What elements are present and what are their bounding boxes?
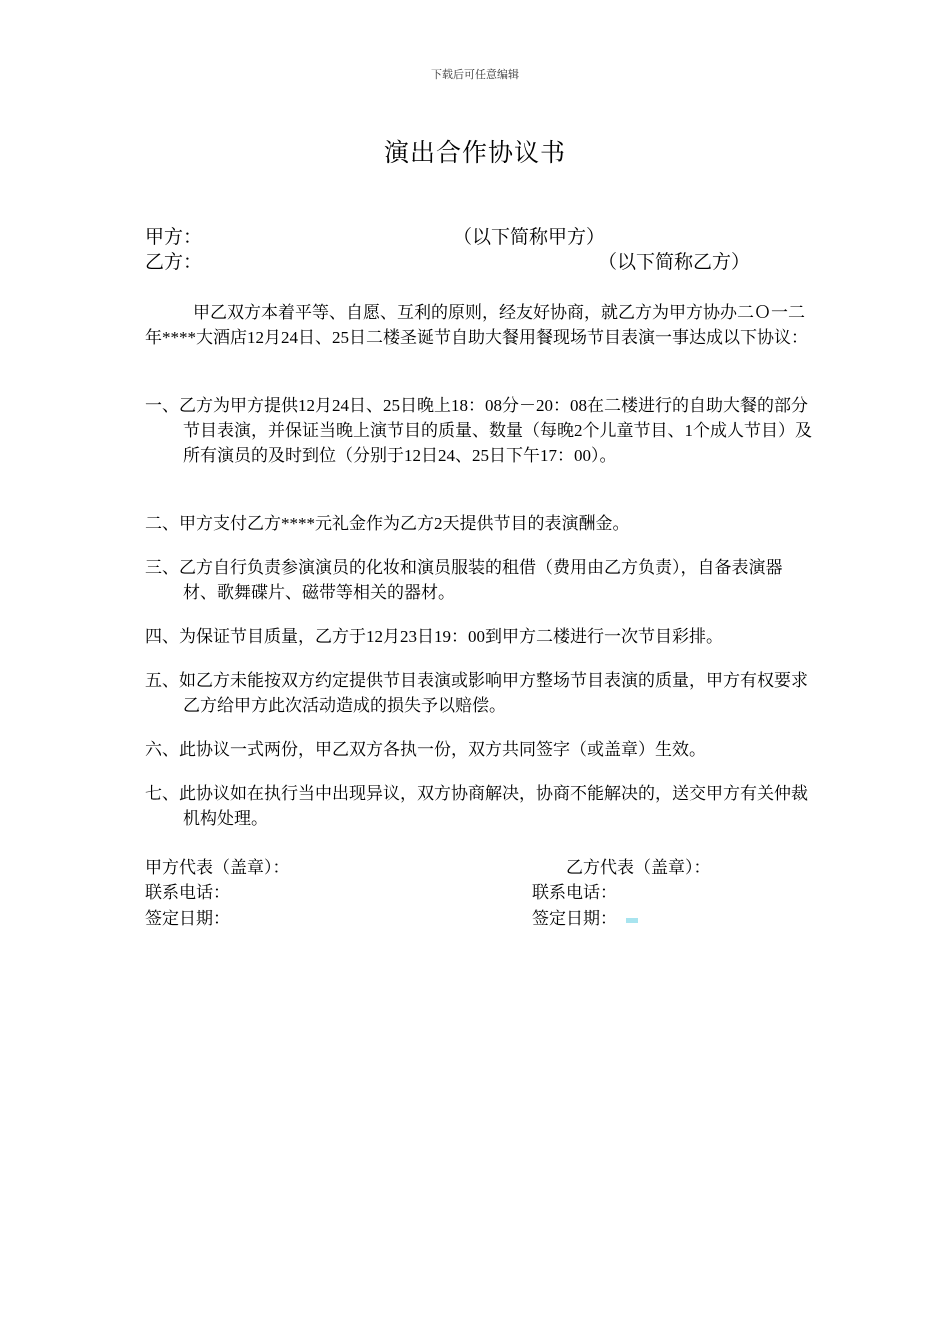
party-b-phone: 联系电话：: [532, 883, 617, 902]
party-b-note: （以下简称乙方）: [598, 251, 751, 273]
clause-6: 六、此协议一式两份，甲乙双方各执一份，双方共同签字（或盖章）生效。: [145, 740, 706, 759]
party-a-label: 甲方：: [145, 226, 203, 248]
clause-7: 七、此协议如在执行当中出现异议，双方协商解决，协商不能解决的，送交甲方有关仲裁机构处理。: [145, 784, 808, 828]
party-a-representative: 甲方代表（盖章）：: [145, 858, 290, 877]
party-b-representative: 乙方代表（盖章）：: [566, 858, 711, 877]
intro-paragraph: 甲乙双方本着平等、自愿、互利的原则，经友好协商，就乙方为甲方协办二Ｏ一二年****大酒店12月24日、25日二楼圣诞节自助大餐用餐现场节目表演一事达成以下协议：: [145, 303, 808, 347]
clause-1: 一、乙方为甲方提供12月24日、25日晚上18：08分－20：08在二楼进行的自助大餐的部分节目表演，并保证当晚上演节目的质量、数量（每晚2个儿童节目、1个成人节目）及所有演员的及时到位（分别于12日24、25日下午17：00）。: [145, 396, 812, 465]
party-b-label: 乙方：: [145, 251, 203, 273]
party-b-date: 签定日期：: [532, 909, 617, 928]
party-a-phone: 联系电话：: [145, 883, 230, 902]
party-a-date: 签定日期：: [145, 909, 230, 928]
clause-2: 二、甲方支付乙方****元礼金作为乙方2天提供节目的表演酬金。: [145, 514, 630, 533]
clause-5: 五、如乙方未能按双方约定提供节目表演或影响甲方整场节目表演的质量，甲方有权要求乙方给甲方此次活动造成的损失予以赔偿。: [145, 671, 808, 715]
header-note: 下载后可任意编辑: [431, 69, 519, 81]
clause-4: 四、为保证节目质量，乙方于12月23日19：00到甲方二楼进行一次节目彩排。: [145, 627, 723, 646]
party-a-note: （以下简称甲方）: [453, 226, 606, 248]
document-title: 演出合作协议书: [383, 138, 566, 167]
clause-3: 三、乙方自行负责参演演员的化妆和演员服装的租借（费用由乙方负责），自备表演器材、歌舞碟片、磁带等相关的器材。: [145, 558, 783, 602]
highlight-mark: [626, 918, 638, 923]
